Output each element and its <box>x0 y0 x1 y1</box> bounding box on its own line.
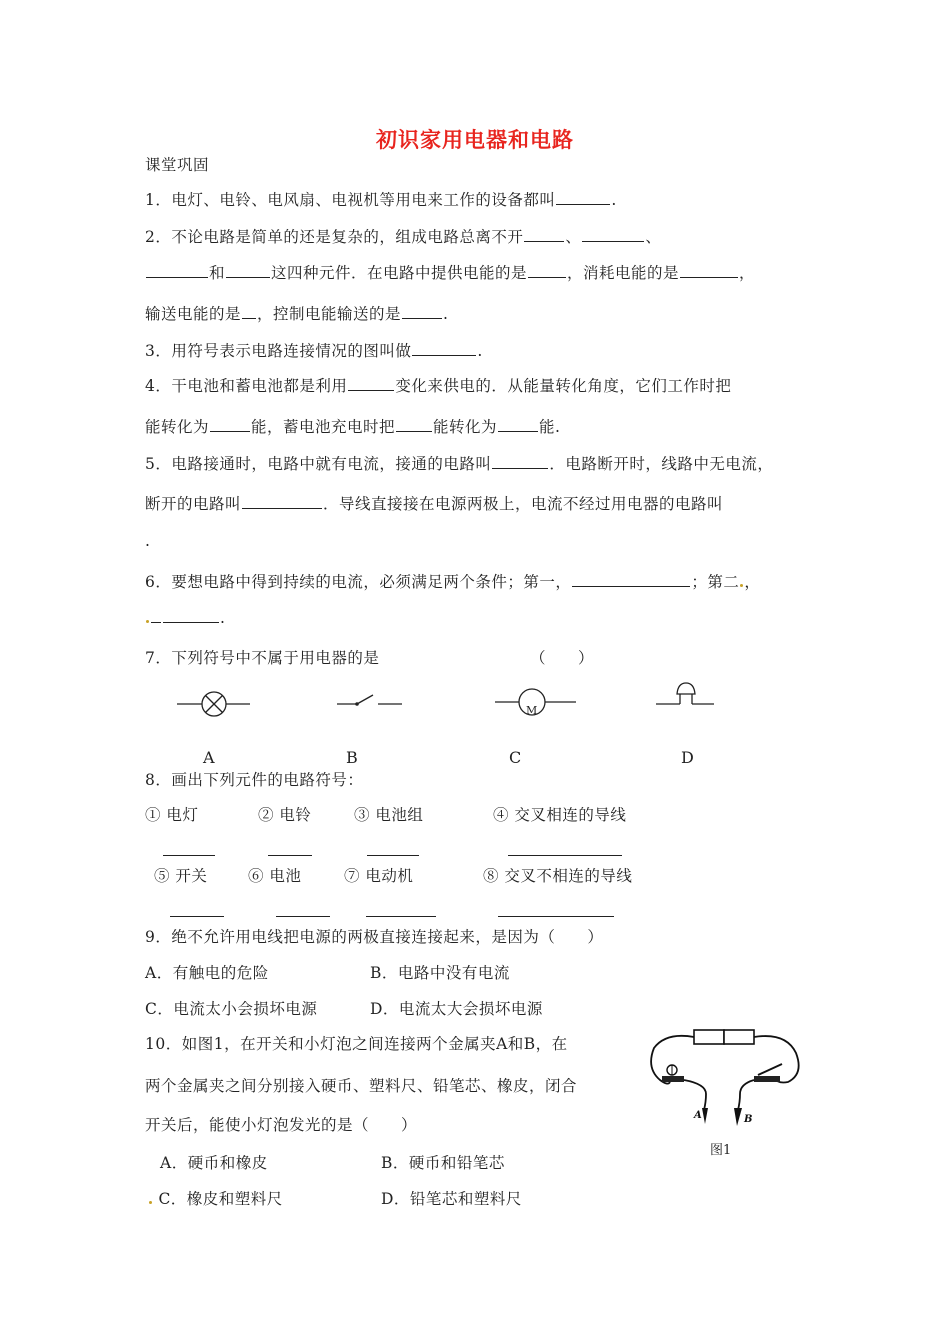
punct: ， <box>744 573 761 591</box>
item-cell: ⑥ 电池 <box>248 867 302 885</box>
answer-blank[interactable] <box>582 227 644 242</box>
question-4-line-1 <box>145 374 731 396</box>
question-5-line-3: . <box>145 532 151 550</box>
answer-blank[interactable] <box>396 417 432 432</box>
answer-blank[interactable] <box>226 263 270 278</box>
answer-blank[interactable] <box>524 227 564 242</box>
text: 能转化为 <box>433 418 498 436</box>
question-9-text: 9．绝不允许用电线把电源的两极直接连接起来，是因为（ ） <box>145 928 604 946</box>
answer-blank[interactable] <box>528 263 566 278</box>
answer-blank[interactable] <box>402 304 442 319</box>
text: ，控制电能输送的是 <box>257 305 402 323</box>
question-2-line-3 <box>145 302 448 324</box>
question-7-text: 7．下列符号中不属于用电器的是 <box>145 649 380 667</box>
question-1-text: 1．电灯、电铃、电风扇、电视机等用电来工作的设备都叫 <box>145 191 556 209</box>
item-switch: ⑤ 开关 <box>154 867 208 885</box>
answer-blank[interactable] <box>492 454 548 469</box>
clip-a-label: A <box>694 1110 702 1121</box>
battery-icon <box>694 1030 754 1044</box>
punct: . <box>443 305 449 323</box>
answer-blank[interactable] <box>170 916 224 917</box>
figure-1-circuit <box>646 1028 802 1128</box>
switch-symbol <box>337 695 402 706</box>
option-c-label: C <box>509 748 522 767</box>
bulb-icon <box>662 1065 684 1082</box>
q10-option-c[interactable]: C．橡皮和塑料尺 <box>158 1190 283 1208</box>
text: 能，蓄电池充电时把 <box>251 418 396 436</box>
clip-b-icon <box>734 1108 742 1126</box>
question-10-line-1: 10．如图1，在开关和小灯泡之间连接两个金属夹A和B，在 <box>145 1035 568 1053</box>
option-b-label: B <box>346 748 358 767</box>
question-1 <box>145 188 617 210</box>
question-6-text: 6．要想电路中得到持续的电流，必须满足两个条件；第一， <box>145 573 572 591</box>
figure-1-caption: 图1 <box>710 1143 732 1158</box>
answer-blank[interactable] <box>163 855 215 856</box>
answer-blank[interactable] <box>498 916 614 917</box>
text: 这四种元件．在电路中提供电能的是 <box>271 264 528 282</box>
text: ，消耗电能的是 <box>567 264 680 282</box>
text: 变化来供电的．从能量转化角度，它们工作时把 <box>395 377 732 395</box>
item-crossed-unconnected: ⑧ 交叉不相连的导线 <box>483 867 633 885</box>
answer-blank[interactable] <box>151 608 161 623</box>
question-2-line-2 <box>145 261 755 283</box>
answer-paren[interactable]: （ ） <box>530 649 595 667</box>
punct: . <box>477 342 483 360</box>
q10-option-d[interactable]: D．铅笔芯和塑料尺 <box>381 1190 522 1208</box>
punct: . <box>611 191 617 209</box>
text: 断开的电路叫 <box>145 495 242 513</box>
question-5-line-2 <box>145 492 723 514</box>
text: 能转化为 <box>145 418 210 436</box>
answer-blank[interactable] <box>556 190 610 205</box>
text: 和 <box>209 264 226 282</box>
clip-a-icon <box>702 1108 708 1124</box>
option-a-label: A <box>203 748 215 767</box>
question-6-line-2 <box>145 608 225 627</box>
text: ．导线直接接在电源两极上，电流不经过用电器的电路叫 <box>323 495 724 513</box>
punct: ， <box>739 264 756 282</box>
item-battery-pack: ③ 电池组 <box>354 806 424 824</box>
section-heading: 课堂巩固 <box>145 156 210 174</box>
answer-blank[interactable] <box>498 417 538 432</box>
motor-label: M <box>526 704 538 717</box>
question-2-text: 2．不论电路是简单的还是复杂的，组成电路总离不开 <box>145 228 524 246</box>
punct: . <box>220 609 226 627</box>
text: ．电路断开时，线路中无电流， <box>549 455 774 473</box>
question-3-text: 3．用符号表示电路连接情况的图叫做 <box>145 342 412 360</box>
answer-blank[interactable] <box>367 855 419 856</box>
stray-dot <box>146 620 149 623</box>
clip-b-label: B <box>744 1114 753 1125</box>
question-5-text: 5．电路接通时，电路中就有电流，接通的电路叫 <box>145 455 492 473</box>
question-3 <box>145 339 483 361</box>
lamp-symbol <box>177 692 250 716</box>
q9-option-a[interactable]: A．有触电的危险 <box>145 964 269 982</box>
answer-blank[interactable] <box>146 263 208 278</box>
item-motor: ⑦ 电动机 <box>344 867 414 885</box>
q9-option-c[interactable]: C．电流太小会损坏电源 <box>145 1000 318 1018</box>
switch-icon <box>754 1064 782 1082</box>
question-5-line-1 <box>145 452 773 474</box>
question-4-line-2 <box>145 415 560 437</box>
answer-blank[interactable] <box>412 341 476 356</box>
question-10-line-2: 两个金属夹之间分别接入硬币、塑料尺、铅笔芯、橡皮，闭合 <box>145 1077 578 1095</box>
question-4-text: 4．干电池和蓄电池都是利用 <box>145 377 348 395</box>
answer-blank[interactable] <box>242 304 256 319</box>
option-d-label: D <box>681 748 694 767</box>
stray-dot <box>149 1201 152 1204</box>
item-lamp: ① 电灯 <box>145 806 199 824</box>
question-6-line-1 <box>145 570 760 592</box>
page-title: 初识家用电器和电路 <box>376 127 574 152</box>
q9-option-d[interactable]: D．电流太大会损坏电源 <box>370 1000 543 1018</box>
item-bell: ② 电铃 <box>258 806 312 824</box>
punct: 、 <box>645 228 662 246</box>
answer-blank[interactable] <box>242 494 322 509</box>
q10-option-b[interactable]: B．硬币和铅笔芯 <box>381 1154 505 1172</box>
answer-blank[interactable] <box>276 916 330 917</box>
item-crossed-connected: ④ 交叉相连的导线 <box>493 806 627 824</box>
motor-symbol <box>495 689 576 717</box>
text: 输送电能的是 <box>145 305 242 323</box>
answer-blank[interactable] <box>163 608 219 623</box>
answer-blank[interactable] <box>348 376 394 391</box>
text: ；第二 <box>691 573 740 591</box>
answer-blank[interactable] <box>366 916 436 917</box>
stray-dot <box>740 584 743 587</box>
q9-option-b[interactable]: B．电路中没有电流 <box>370 964 510 982</box>
answer-blank[interactable] <box>572 572 690 587</box>
punct: 、 <box>565 228 582 246</box>
answer-blank[interactable] <box>508 855 622 856</box>
question-8-text: 8．画出下列元件的电路符号： <box>145 771 364 789</box>
question-2-line-1 <box>145 225 661 247</box>
bell-symbol <box>656 683 714 704</box>
question-10-line-3: 开关后，能使小灯泡发光的是（ ） <box>145 1116 418 1134</box>
text: 能. <box>539 418 561 436</box>
q10-option-c-row <box>148 1187 283 1209</box>
circuit-symbols <box>170 680 730 730</box>
q10-option-a[interactable]: A．硬币和橡皮 <box>160 1154 268 1172</box>
answer-blank[interactable] <box>210 417 250 432</box>
answer-blank[interactable] <box>268 855 312 856</box>
answer-blank[interactable] <box>680 263 738 278</box>
